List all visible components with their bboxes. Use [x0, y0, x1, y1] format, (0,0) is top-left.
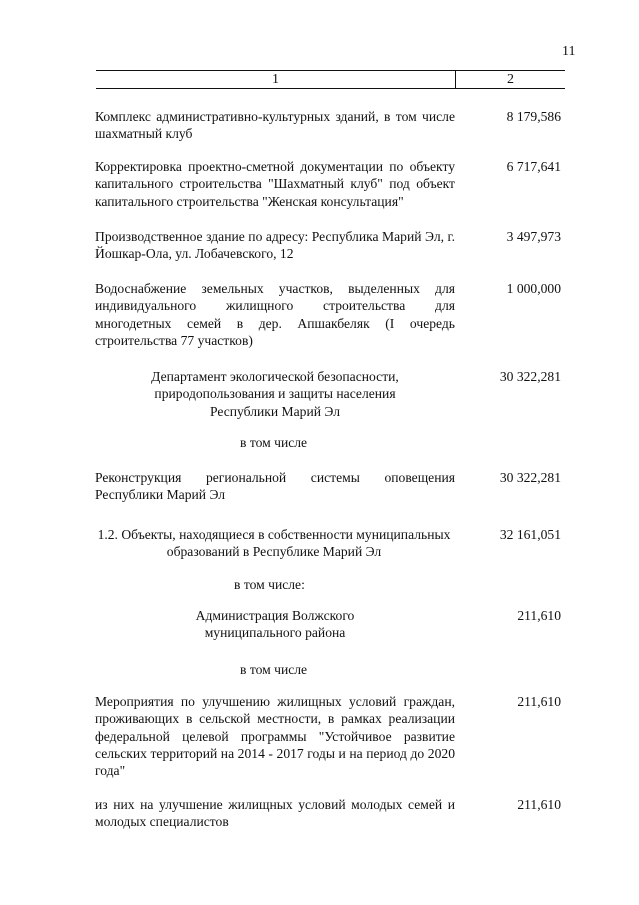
section-heading: 1.2. Объекты, находящиеся в собственности муниципальных образований в Республике Марий Эл [97, 527, 451, 560]
column-header-1: 1 [96, 71, 456, 88]
table-row-value: 211,610 [517, 694, 561, 709]
table-row-value: 211,610 [517, 797, 561, 812]
table-row-value: 30 322,281 [499, 470, 561, 485]
table-row-text: Реконструкция региональной системы оповещения Республики Марий Эл [95, 470, 455, 503]
table-row-text: из них на улучшение жилищных условий молодых семей и молодых специалистов [95, 797, 455, 830]
table-row-text: Корректировка проектно-сметной документации по объекту капитального строительства "Шахматный клуб" под объект капитального строительства "Женская консультация" [95, 159, 455, 209]
table-row-value: 30 322,281 [499, 369, 561, 384]
table-row-value: 1 000,000 [506, 281, 561, 296]
subtotal-caption: в том числе [240, 435, 308, 450]
table-row-value: 211,610 [517, 608, 561, 623]
column-header-2: 2 [507, 72, 514, 87]
table-row-value: 3 497,973 [506, 229, 561, 244]
subtotal-caption: в том числе: [234, 577, 305, 592]
table-header [96, 70, 565, 89]
table-row-value: 6 717,641 [506, 159, 561, 174]
table-row-text: Комплекс административно-культурных зданий, в том числе шахматный клуб [95, 109, 455, 142]
department-heading: Департамент экологической безопасности, природопользования и защиты населения Республики Марий Эл [151, 369, 399, 419]
table-row-value: 8 179,586 [506, 109, 561, 124]
table-row-text: Мероприятия по улучшению жилищных условий граждан, проживающих в сельской местности, в рамках реализации федеральной целевой программы "Устойчивое развитие сельских территорий на 2014 - 2017 годы и на период до 2020 года" [95, 694, 455, 779]
administration-heading: Администрация Волжского муниципального района [195, 608, 355, 641]
page-number: 11 [562, 44, 576, 59]
table-row-text: Производственное здание по адресу: Республика Марий Эл, г. Йошкар-Ола, ул. Лобачевского, 12 [95, 229, 455, 262]
subtotal-caption: в том числе [240, 662, 308, 677]
table-row-text: Водоснабжение земельных участков, выделенных для индивидуального жилищного строительства для многодетных семей в дер. Апшакбеляк (I очередь строительства 77 участков) [95, 281, 455, 348]
table-row-value: 32 161,051 [499, 527, 561, 542]
